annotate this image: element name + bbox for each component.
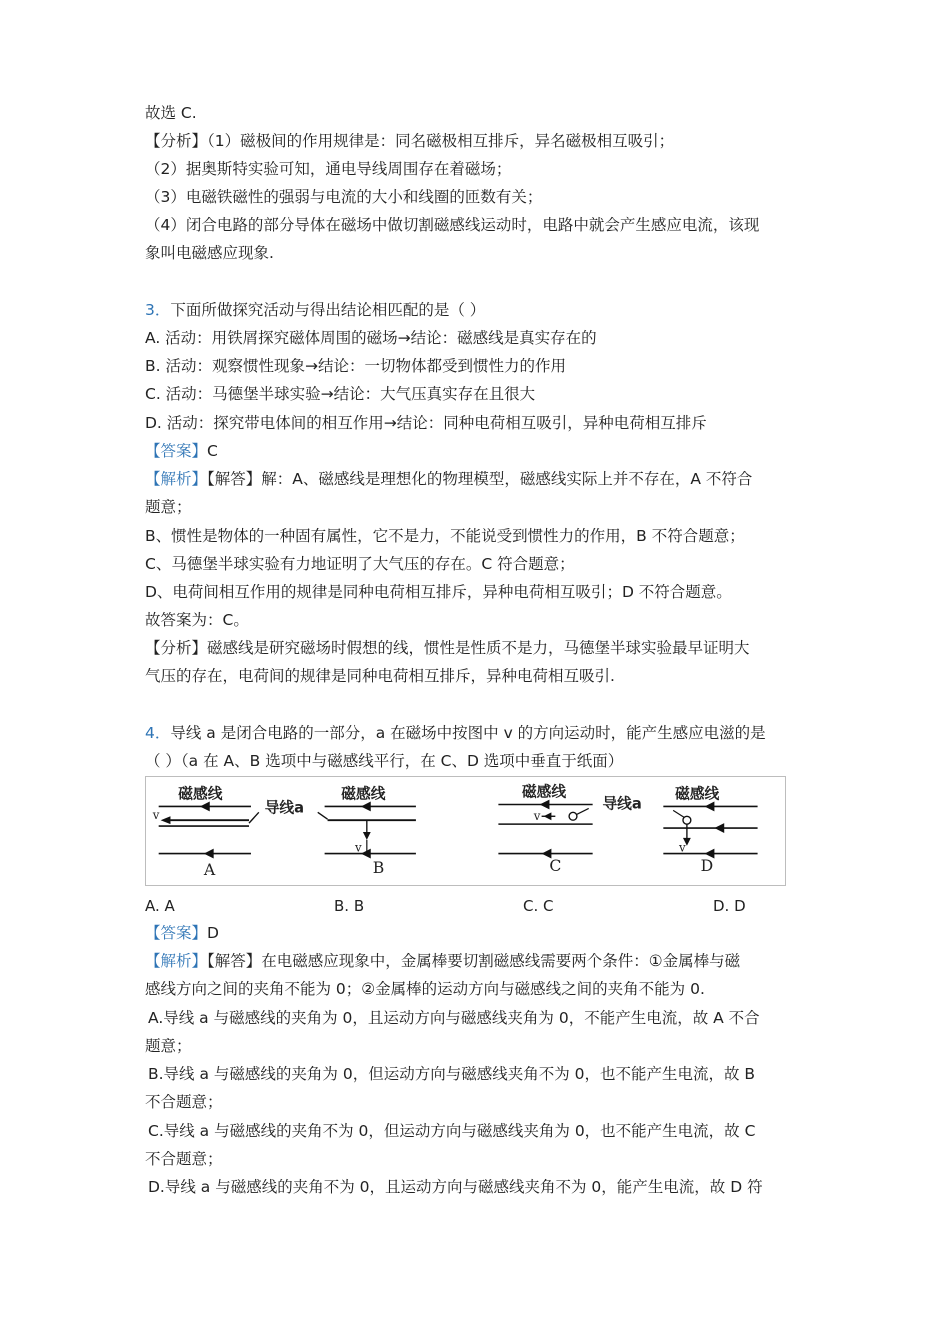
option-b: B. B [334, 897, 365, 915]
analysis-line: D、电荷间相互作用的规律是同种电荷相互排斥，异种电荷相互吸引；D 不符合题意。 [145, 583, 732, 601]
answer-tag: 【答案】 [145, 924, 208, 942]
answer-tag: 【答案】 [145, 442, 208, 460]
analysis-tag: 【解析】 [145, 952, 208, 970]
option-c: C. 活动：马德堡半球实验→结论：大气压真实存在且很大 [145, 385, 536, 403]
answer-value: C [207, 442, 218, 460]
option-a: A. 活动：用铁屑探究磁体周围的磁场→结论：磁感线是真实存在的 [145, 329, 597, 347]
analysis-line: C.导线 a 与磁感线的夹角不为 0，但运动方向与磁感线夹角为 0，也不能产生电流，故 C [148, 1122, 756, 1140]
analysis-line: A.导线 a 与磁感线的夹角为 0，且运动方向与磁感线夹角为 0，不能产生电流，故 A 不合 [148, 1009, 760, 1027]
text-line: 【分析】（1）磁极间的作用规律是：同名磁极相互排斥，异名磁极相互吸引； [145, 132, 675, 150]
question-text: 下面所做探究活动与得出结论相匹配的是（ ） [170, 301, 486, 319]
analysis-line [145, 951, 740, 971]
field-label: 磁感线 [675, 785, 720, 803]
text-line: （2）据奥斯特实验可知，通电导线周围存在着磁场； [145, 160, 512, 178]
analysis-line: 不合题意； [145, 1150, 223, 1168]
answer-line [145, 923, 219, 943]
text-line: 象叫电磁感应现象. [145, 244, 274, 262]
analysis-line: 不合题意； [145, 1093, 223, 1111]
analysis-line [145, 469, 752, 489]
option-a: A. A [145, 897, 175, 915]
analysis-tag: 【解析】 [145, 470, 208, 488]
analysis-line: D.导线 a 与磁感线的夹角不为 0，且运动方向与磁感线夹角不为 0，能产生电流，故 D 符 [148, 1178, 763, 1196]
panel-a [152, 785, 259, 880]
option-b: B. 活动：观察惯性现象→结论：一切物体都受到惯性力的作用 [145, 357, 566, 375]
text-line: （4）闭合电路的部分导体在磁场中做切割磁感线运动时，电路中就会产生感应电流，该现 [145, 216, 760, 234]
answer-value: D [207, 924, 219, 942]
field-label: 磁感线 [341, 785, 386, 803]
analysis-line: 故答案为：C。 [145, 611, 249, 629]
question-4-stem [145, 723, 766, 743]
field-label: 磁感线 [178, 785, 223, 803]
panel-letter: D [700, 856, 714, 876]
induction-figure [145, 776, 786, 886]
question-4-stem-cont: （ ）（a 在 A、B 选项中与磁感线平行，在 C、D 选项中垂直于纸面） [145, 752, 624, 770]
analysis-line: 题意； [145, 498, 192, 516]
panel-c [498, 783, 592, 876]
question-3-stem [145, 300, 485, 320]
analysis-line: 感线方向之间的夹角不能为 0；②金属棒的运动方向与磁感线之间的夹角不能为 0. [145, 980, 705, 998]
question-text: 导线 a 是闭合电路的一部分，a 在磁场中按图中 v 的方向运动时，能产生感应电滋的是 [170, 724, 766, 742]
v-label: v [355, 840, 362, 855]
field-label: 磁感线 [521, 783, 567, 801]
panel-letter: A [203, 860, 216, 880]
text-line: （3）电磁铁磁性的强弱与电流的大小和线圈的匝数有关； [145, 188, 543, 206]
option-c: C. C [523, 897, 554, 915]
v-label: v [679, 840, 686, 855]
panel-letter: C [549, 856, 562, 876]
wire-label: 导线a [264, 799, 305, 817]
analysis-line: 题意； [145, 1037, 192, 1055]
option-d: D. 活动：探究带电体间的相互作用→结论：同种电荷相互吸引，异种电荷相互排斥 [145, 414, 707, 432]
analysis-line: B、惯性是物体的一种固有属性，它不是力，不能说受到惯性力的作用，B 不符合题意； [145, 527, 745, 545]
panel-b [318, 785, 416, 878]
question-number: 3． [145, 301, 171, 319]
option-d: D. D [713, 897, 746, 915]
analysis-line: 气压的存在，电荷间的规律是同种电荷相互排斥，异种电荷相互吸引. [145, 667, 615, 685]
v-label: v [533, 809, 541, 824]
panel-letter: B [372, 858, 385, 878]
wire-label: 导线a [602, 795, 642, 813]
analysis-line: 【分析】磁感线是研究磁场时假想的线，惯性是性质不是力，马德堡半球实验最早证明大 [145, 639, 750, 657]
analysis-line: C、马德堡半球实验有力地证明了大气压的存在。C 符合题意； [145, 555, 575, 573]
panel-d [663, 785, 757, 876]
answer-line [145, 441, 218, 461]
analysis-text: 【解答】解：A、磁感线是理想化的物理模型，磁感线实际上并不存在，A 不符合 [207, 470, 753, 488]
v-label: v [152, 808, 160, 823]
analysis-line: B.导线 a 与磁感线的夹角为 0，但运动方向与磁感线夹角不为 0，也不能产生电流，故 B [148, 1065, 756, 1083]
analysis-text: 【解答】在电磁感应现象中，金属棒要切割磁感线需要两个条件：①金属棒与磁 [207, 952, 741, 970]
question-number: 4． [145, 724, 171, 742]
text-line: 故选 C. [145, 104, 197, 122]
